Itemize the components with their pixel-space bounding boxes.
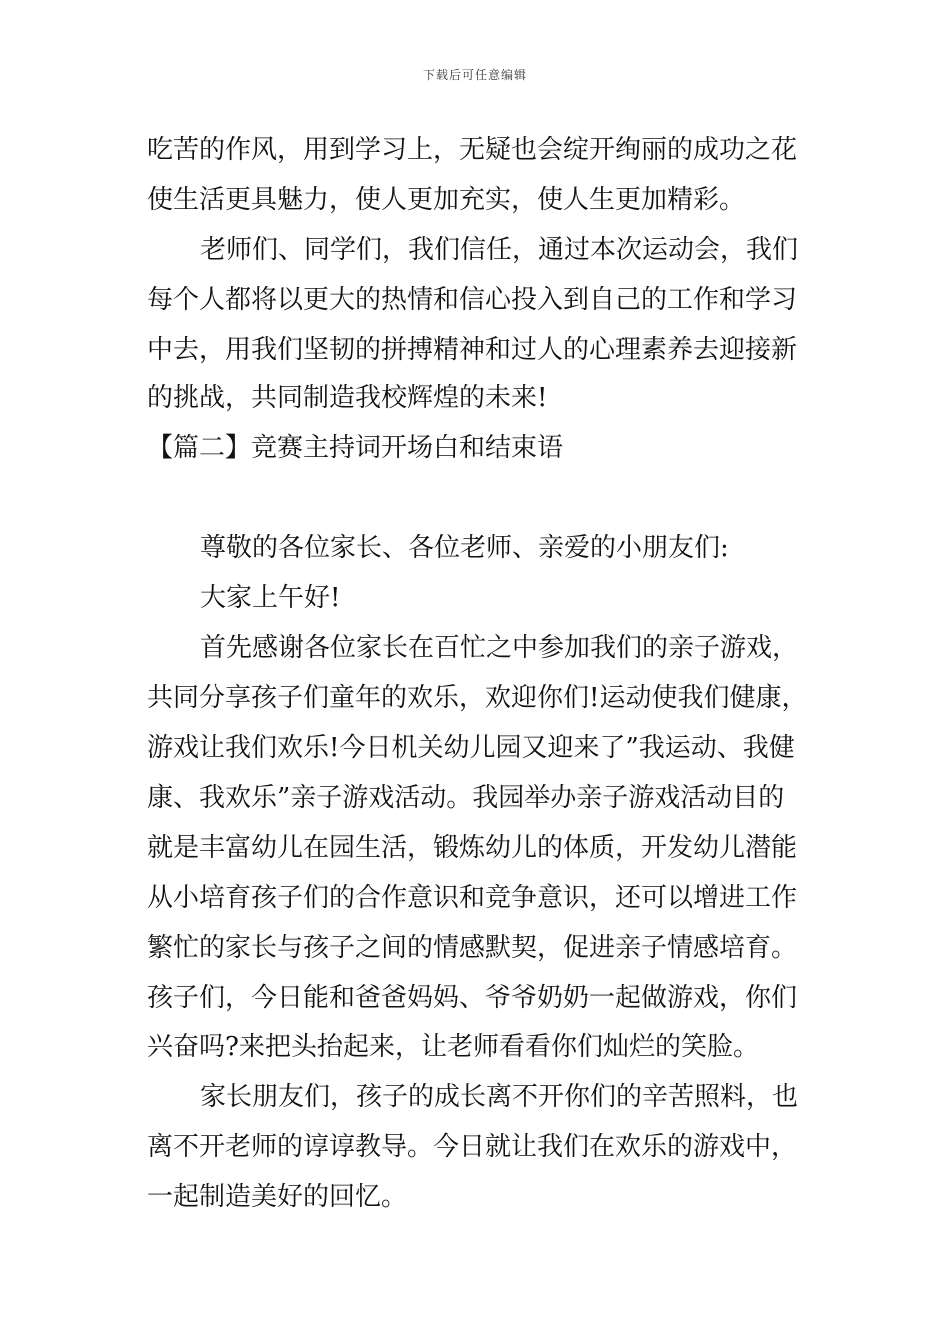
text-line: 中去，用我们坚韧的拼搏精神和过人的心理素养去迎接新 xyxy=(147,335,798,365)
text-line: 家长朋友们，孩子的成长离不开你们的辛苦照料，也 xyxy=(200,1082,799,1112)
text-line: 从小培育孩子们的合作意识和竞争意识，还可以增进工作 xyxy=(147,883,798,913)
text-line: 每个人都将以更大的热情和信心投入到自己的工作和学习 xyxy=(147,285,798,315)
text-line: 老师们、同学们，我们信任，通过本次运动会，我们 xyxy=(200,235,799,265)
section-heading: 【篇二】竞赛主持词开场白和结束语 xyxy=(147,433,564,463)
text-line: 首先感谢各位家长在百忙之中参加我们的亲子游戏， xyxy=(200,633,799,663)
text-line: 孩子们，今日能和爸爸妈妈、爷爷奶奶一起做游戏，你们 xyxy=(147,983,798,1013)
text-line: 的挑战，共同制造我校辉煌的未来! xyxy=(147,383,548,413)
text-line: 兴奋吗?来把头抬起来，让老师看看你们灿烂的笑脸。 xyxy=(147,1032,759,1062)
text-line: 游戏让我们欢乐!今日机关幼儿园又迎来了”我运动、我健 xyxy=(147,733,795,763)
text-line: 使生活更具魅力，使人更加充实，使人生更加精彩。 xyxy=(147,185,746,215)
text-line: 一起制造美好的回忆。 xyxy=(147,1182,408,1212)
text-line: 繁忙的家长与孩子之间的情感默契，促进亲子情感培育。 xyxy=(147,933,798,963)
text-line: 共同分享孩子们童年的欢乐，欢迎你们!运动使我们健康， xyxy=(147,683,808,713)
text-line: 康、我欢乐”亲子游戏活动。我园举办亲子游戏活动目的 xyxy=(147,783,785,813)
text-line: 大家上午好! xyxy=(200,583,341,613)
text-line: 离不开老师的谆谆教导。今日就让我们在欢乐的游戏中， xyxy=(147,1132,798,1162)
text-line: 就是丰富幼儿在园生活，锻炼幼儿的体质，开发幼儿潜能 xyxy=(147,833,798,863)
text-line: 尊敬的各位家长、各位老师、亲爱的小朋友们: xyxy=(200,533,729,563)
download-note: 下载后可任意编辑 xyxy=(422,68,527,82)
text-line: 吃苦的作风，用到学习上，无疑也会绽开绚丽的成功之花 xyxy=(147,135,798,165)
